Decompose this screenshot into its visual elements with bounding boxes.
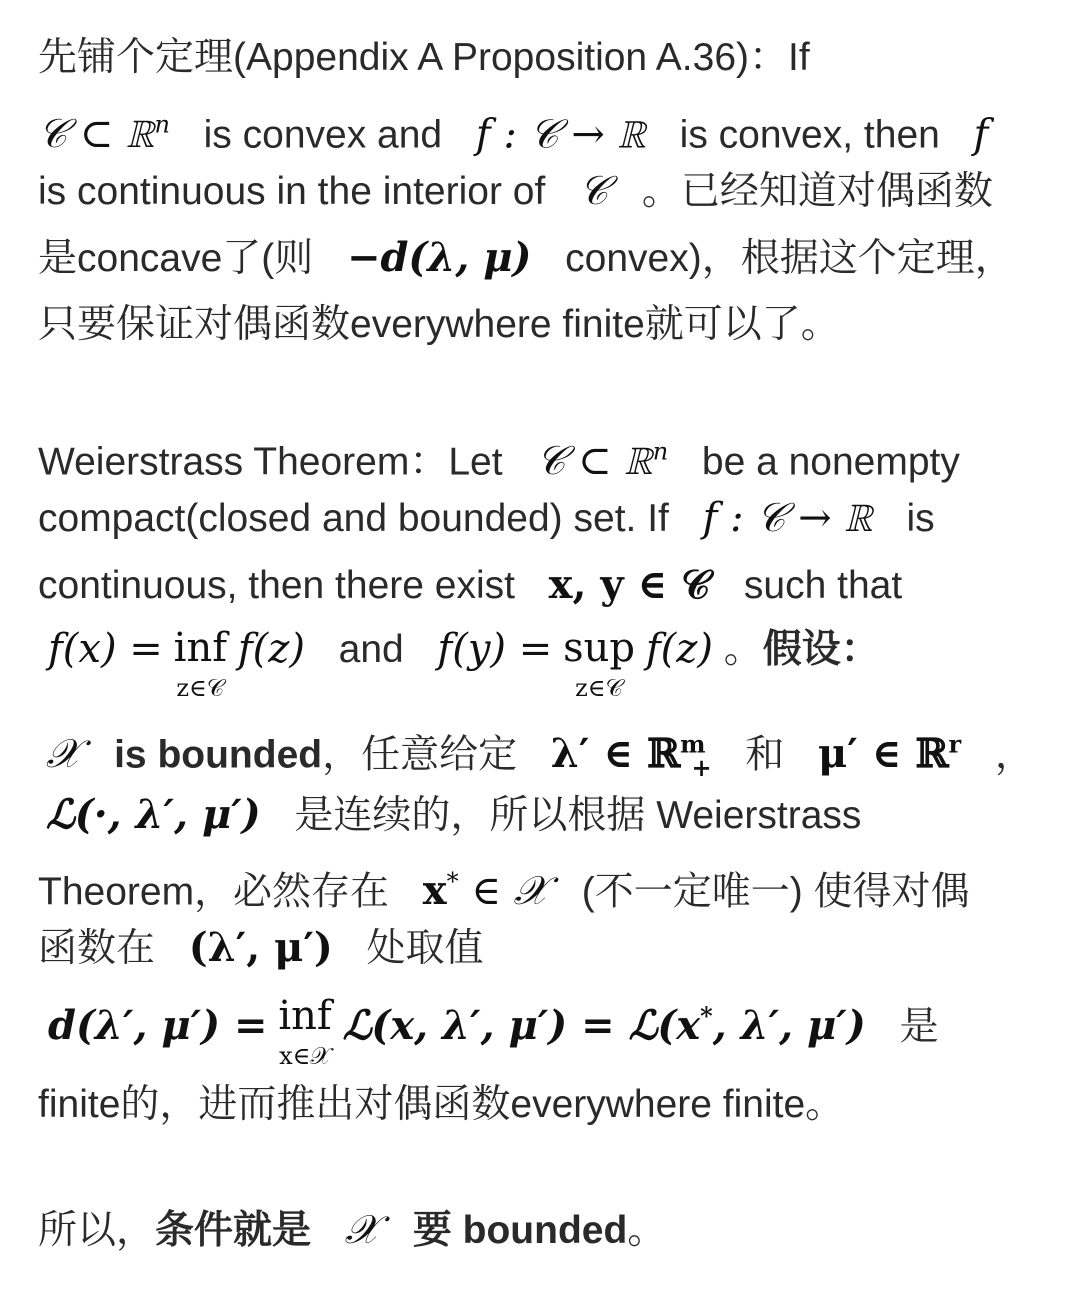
para2-l7-text2: (不一定唯一) 使得对偶 <box>581 870 970 914</box>
para1-l2-text2: is convex, then <box>679 113 940 157</box>
math-lambda-in-rm: λ′ ∈ ℝ$^m_+$ <box>550 730 712 783</box>
math-dual-eq: d(λ′, μ′) = <box>48 1002 268 1050</box>
para1-line3 <box>38 166 1060 217</box>
para1-l2-text: is convex and <box>203 113 443 157</box>
para2-line1 <box>38 427 1060 487</box>
para2-l2-text2: is <box>906 497 935 540</box>
para3-bold2: 要 bounded <box>412 1209 628 1252</box>
para2-l4-bold: 假设： <box>762 628 880 671</box>
para1-l4-text: 是concave了(则 <box>38 237 314 280</box>
math-lambda-mu-pair: (λ′, μ′) <box>188 924 333 971</box>
para2-l5-text: ，任意给定 <box>322 733 518 777</box>
para2-l5-text3: ， <box>994 733 1034 777</box>
math-x-y-in-c: x, y ∈ 𝒞 <box>548 561 711 608</box>
math-x-set-2: 𝒳 <box>344 1207 380 1253</box>
para2-line6 <box>38 790 1060 841</box>
math-fz-2: f(z) <box>645 626 713 672</box>
para2-l4-and: and <box>338 628 404 671</box>
para3-line1 <box>38 1205 1060 1256</box>
math-f-map: f : 𝒞 → ℝ <box>475 111 646 158</box>
para3-text2: 。 <box>627 1209 667 1252</box>
para3-bold1: 条件就是 <box>155 1209 312 1252</box>
para2-l5-text2: 和 <box>745 733 785 777</box>
para1-line1 <box>38 33 1060 83</box>
para1-l3-text: is continuous in the interior of <box>38 170 546 213</box>
math-lagrangian-eq: ℒ(x, λ′, μ′) = ℒ(x*, λ′, μ′) <box>342 1002 866 1050</box>
para2-l8-text2: 处取值 <box>366 927 484 970</box>
math-neg-dual: −d(λ, μ) <box>346 234 532 281</box>
para2-line2 <box>38 493 1060 544</box>
para1-l3-text2: 。已经知道对偶函数 <box>641 170 993 213</box>
para2-l2-text: compact(closed and bounded) set. If <box>38 497 669 540</box>
para2-l8-text: 函数在 <box>38 927 156 970</box>
math-sup-operator: sup z∈𝒞 <box>563 625 635 702</box>
math-x-set: 𝒳 <box>46 731 81 778</box>
para2-line4 <box>38 624 1060 700</box>
para3-text1: 所以， <box>38 1209 156 1252</box>
math-fx-eq: f(x) = <box>48 626 163 672</box>
para2-l1-text: Weierstrass Theorem：Let <box>38 440 503 484</box>
para1-l5-text: 只要保证对偶函数everywhere finite就可以了。 <box>38 303 840 346</box>
para2-l1-text2: be a nonempty <box>701 440 960 484</box>
para2-line7 <box>38 857 1060 917</box>
para2-line3 <box>38 560 1060 611</box>
para2-l10-text: finite的，进而推出对偶函数everywhere finite。 <box>38 1083 845 1126</box>
para2-l3-text2: such that <box>743 564 903 607</box>
para1-l4-text2: convex)，根据这个定理， <box>565 237 1014 280</box>
para1-line5 <box>38 300 1060 350</box>
math-inf-operator-2: inf x∈𝒳 <box>278 993 332 1070</box>
para2-l7-text: Theorem，必然存在 <box>38 870 390 914</box>
math-lagrangian: ℒ(·, λ′, μ′) <box>46 791 261 838</box>
para2-l9-text: 是 <box>899 1005 939 1049</box>
math-f-map-2: f : 𝒞 → ℝ <box>702 495 873 541</box>
math-f: f <box>973 111 989 158</box>
math-set-c-subset-rn: 𝒞 ⊂ ℝ$^n$ <box>38 111 170 158</box>
para1-line2 <box>38 100 1060 160</box>
para2-l6-text: 是连续的，所以根据 Weierstrass <box>294 794 862 837</box>
para1-l1-text: 先铺个定理(Appendix A Proposition A.36)：If <box>38 36 810 79</box>
math-mu-in-rr: μ′ ∈ ℝ$^r$ <box>818 730 962 778</box>
math-x-star-in-x: x* ∈ 𝒳 <box>422 867 549 915</box>
para2-line10 <box>38 1080 1060 1130</box>
math-set-c-subset-rn-2: 𝒞 ⊂ ℝ$^n$ <box>536 438 669 485</box>
para1-line4 <box>38 233 1060 284</box>
para2-line8 <box>38 923 1060 974</box>
para2-line9 <box>38 992 1060 1068</box>
para2-l4-tail: 。 <box>723 628 763 671</box>
math-c: 𝒞 <box>578 168 609 214</box>
math-inf-operator: inf z∈𝒞 <box>173 625 228 702</box>
para2-l3-text: continuous, then there exist <box>38 564 515 607</box>
para2-l5-bold: is bounded <box>114 733 323 777</box>
math-fz: f(z) <box>237 626 305 672</box>
para2-line5 <box>38 720 1060 793</box>
math-fy-eq: f(y) = <box>437 626 553 672</box>
